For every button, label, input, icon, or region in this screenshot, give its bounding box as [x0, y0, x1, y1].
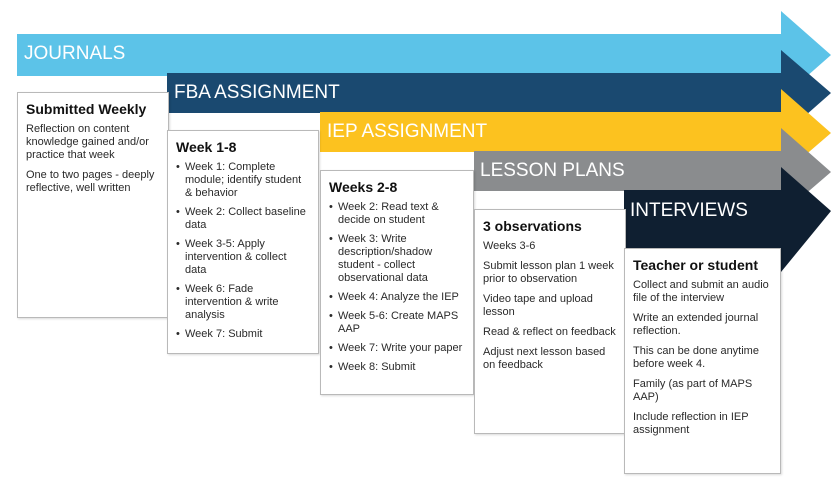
fba-heading: Week 1-8 [176, 139, 237, 155]
lesson-plans-paragraph: Read & reflect on feedback [483, 326, 616, 338]
interviews-title: INTERVIEWS [630, 200, 748, 221]
interviews-paragraph: Include reflection in IEP assignment [633, 411, 749, 436]
fba-title: FBA ASSIGNMENT [174, 82, 340, 103]
lesson-plans-paragraph: Weeks 3-6 [483, 240, 536, 252]
interviews-paragraph: This can be done anytime before week 4. [633, 345, 759, 370]
interviews-card [624, 248, 781, 474]
iep-list [329, 201, 465, 374]
iep-list-item: • Week 2: Read text & decide on student [329, 201, 465, 227]
interviews-heading: Teacher or student [633, 257, 758, 273]
fba-list-item: • Week 3-5: Apply intervention & collect data [176, 238, 310, 277]
journals-title: JOURNALS [24, 43, 126, 64]
fba-list [176, 161, 310, 341]
iep-list-item: • Week 7: Write your paper [329, 342, 465, 355]
iep-card [320, 170, 474, 395]
lesson-plans-heading: 3 observations [483, 218, 582, 234]
journals-paragraph: Reflection on content knowledge gained and/or practice that week [26, 123, 149, 161]
fba-list-item: • Week 2: Collect baseline data [176, 206, 310, 232]
lesson-plans-title: LESSON PLANS [480, 160, 625, 181]
iep-heading: Weeks 2-8 [329, 179, 398, 195]
fba-list-item: • Week 7: Submit [176, 328, 310, 341]
journals-card [17, 92, 169, 318]
lesson-plans-paragraph: Adjust next lesson based on feedback [483, 346, 606, 371]
lesson-plans-paragraph: Video tape and upload lesson [483, 293, 593, 318]
iep-list-item: • Week 8: Submit [329, 361, 465, 374]
interviews-paragraph: Write an extended journal reflection. [633, 312, 759, 337]
interviews-paragraph: Family (as part of MAPS AAP) [633, 378, 753, 403]
interviews-paragraph: Collect and submit an audio file of the interview [633, 279, 769, 304]
fba-card [167, 130, 319, 354]
iep-title: IEP ASSIGNMENT [327, 121, 488, 142]
iep-list-item: • Week 4: Analyze the IEP [329, 291, 465, 304]
lesson-plans-paragraph: Submit lesson plan 1 week prior to observation [483, 260, 614, 285]
journals-heading: Submitted Weekly [26, 101, 147, 117]
fba-list-item: • Week 1: Complete module; identify student & behavior [176, 161, 310, 200]
iep-list-item: • Week 5-6: Create MAPS AAP [329, 310, 465, 336]
fba-list-item: • Week 6: Fade intervention & write analysis [176, 283, 310, 322]
journals-paragraph: One to two pages - deeply reflective, well written [26, 169, 155, 194]
lesson-plans-card [474, 209, 626, 434]
iep-list-item: • Week 3: Write description/shadow student - collect observational data [329, 233, 465, 285]
